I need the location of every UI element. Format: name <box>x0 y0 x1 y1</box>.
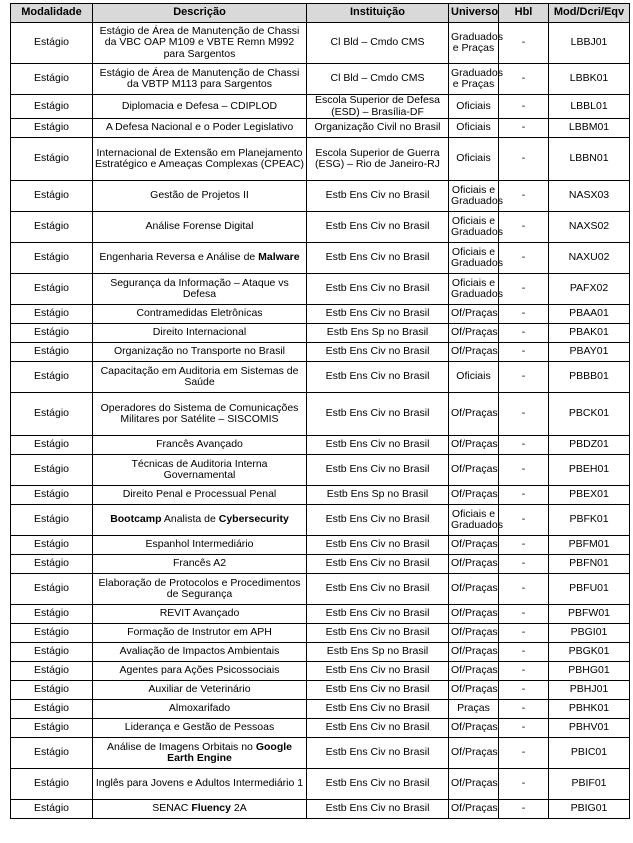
cell-hbl: - <box>499 536 549 555</box>
cell-universo: Of/Praças <box>449 436 499 455</box>
cell-modalidade: Estágio <box>11 800 93 819</box>
cell-descricao: Liderança e Gestão de Pessoas <box>93 719 307 738</box>
table-row <box>11 64 630 95</box>
desc-text: Analista de <box>161 513 219 526</box>
cell-instituicao: Estb Ens Civ no Brasil <box>307 555 449 574</box>
cell-instituicao: Estb Ens Civ no Brasil <box>307 700 449 719</box>
cell-modalidade: Estágio <box>11 624 93 643</box>
cell-universo: Of/Praças <box>449 605 499 624</box>
table-row <box>11 393 630 436</box>
cell-instituicao: Escola Superior de Guerra (ESG) – Rio de Janeiro-RJ <box>307 138 449 181</box>
cell-codigo: PBFN01 <box>549 555 630 574</box>
cell-universo: Oficiais <box>449 119 499 138</box>
cell-instituicao: Estb Ens Civ no Brasil <box>307 305 449 324</box>
cell-codigo: PBAY01 <box>549 343 630 362</box>
cell-modalidade: Estágio <box>11 574 93 605</box>
cell-instituicao: Estb Ens Civ no Brasil <box>307 436 449 455</box>
cell-universo: Oficiais <box>449 95 499 119</box>
cell-codigo: PBIG01 <box>549 800 630 819</box>
cell-modalidade: Estágio <box>11 536 93 555</box>
cell-hbl: - <box>499 138 549 181</box>
cell-hbl: - <box>499 343 549 362</box>
courses-table <box>10 3 630 819</box>
cell-instituicao: Estb Ens Civ no Brasil <box>307 343 449 362</box>
table-row <box>11 505 630 536</box>
cell-universo: Of/Praças <box>449 536 499 555</box>
table-row <box>11 119 630 138</box>
cell-universo: Of/Praças <box>449 324 499 343</box>
cell-codigo: PBEX01 <box>549 486 630 505</box>
cell-descricao: Avaliação de Impactos Ambientais <box>93 643 307 662</box>
table-row <box>11 362 630 393</box>
cell-modalidade: Estágio <box>11 64 93 95</box>
cell-descricao: Direito Penal e Processual Penal <box>93 486 307 505</box>
cell-universo: Oficiais e Graduados <box>449 212 499 243</box>
cell-hbl: - <box>499 605 549 624</box>
cell-instituicao: Cl Bld – Cmdo CMS <box>307 64 449 95</box>
table-row <box>11 455 630 486</box>
cell-descricao <box>93 243 307 274</box>
cell-codigo: PBGK01 <box>549 643 630 662</box>
table-row <box>11 681 630 700</box>
cell-codigo: PBFK01 <box>549 505 630 536</box>
table-row <box>11 738 630 769</box>
cell-hbl: - <box>499 393 549 436</box>
cell-codigo: PBFU01 <box>549 574 630 605</box>
table-row <box>11 536 630 555</box>
cell-modalidade: Estágio <box>11 605 93 624</box>
cell-descricao: Análise Forense Digital <box>93 212 307 243</box>
cell-modalidade: Estágio <box>11 119 93 138</box>
cell-descricao: Segurança da Informação – Ataque vs Defesa <box>93 274 307 305</box>
header-row <box>11 4 630 23</box>
cell-modalidade: Estágio <box>11 486 93 505</box>
cell-universo: Oficiais e Graduados <box>449 181 499 212</box>
cell-universo: Of/Praças <box>449 738 499 769</box>
cell-instituicao: Escola Superior de Defesa (ESD) – Brasília-DF <box>307 95 449 119</box>
desc-emphasis: Bootcamp <box>110 513 162 526</box>
table-row <box>11 624 630 643</box>
table-row <box>11 800 630 819</box>
cell-hbl: - <box>499 436 549 455</box>
cell-descricao: Estágio de Área de Manutenção de Chassi da VBTP M113 para Sargentos <box>93 64 307 95</box>
cell-descricao: Francês Avançado <box>93 436 307 455</box>
cell-modalidade: Estágio <box>11 643 93 662</box>
cell-descricao <box>93 738 307 769</box>
cell-modalidade: Estágio <box>11 700 93 719</box>
cell-modalidade: Estágio <box>11 243 93 274</box>
table-row <box>11 436 630 455</box>
table-row <box>11 305 630 324</box>
cell-hbl: - <box>499 95 549 119</box>
table-row <box>11 95 630 119</box>
cell-instituicao: Estb Ens Civ no Brasil <box>307 393 449 436</box>
table-row <box>11 719 630 738</box>
cell-instituicao: Estb Ens Sp no Brasil <box>307 324 449 343</box>
cell-instituicao: Estb Ens Sp no Brasil <box>307 486 449 505</box>
cell-hbl: - <box>499 505 549 536</box>
cell-hbl: - <box>499 574 549 605</box>
cell-descricao: Técnicas de Auditoria Interna Governamental <box>93 455 307 486</box>
cell-descricao: Gestão de Projetos II <box>93 181 307 212</box>
cell-modalidade: Estágio <box>11 455 93 486</box>
cell-universo: Oficiais <box>449 138 499 181</box>
desc-text: Análise de Imagens Orbitais no <box>106 740 256 753</box>
cell-hbl: - <box>499 738 549 769</box>
cell-modalidade: Estágio <box>11 23 93 64</box>
desc-text: Engenharia Reversa e Análise de <box>99 251 259 264</box>
cell-instituicao: Estb Ens Civ no Brasil <box>307 719 449 738</box>
table-body <box>11 23 630 819</box>
cell-hbl: - <box>499 181 549 212</box>
table-row <box>11 212 630 243</box>
cell-instituicao: Estb Ens Civ no Brasil <box>307 605 449 624</box>
cell-codigo: PBHV01 <box>549 719 630 738</box>
cell-universo: Of/Praças <box>449 486 499 505</box>
cell-universo: Of/Praças <box>449 643 499 662</box>
cell-hbl: - <box>499 324 549 343</box>
cell-modalidade: Estágio <box>11 274 93 305</box>
cell-codigo: PBGI01 <box>549 624 630 643</box>
cell-hbl: - <box>499 362 549 393</box>
cell-modalidade: Estágio <box>11 305 93 324</box>
cell-descricao <box>93 800 307 819</box>
table-row <box>11 643 630 662</box>
cell-instituicao: Estb Ens Civ no Brasil <box>307 274 449 305</box>
cell-universo: Oficiais e Graduados <box>449 243 499 274</box>
cell-descricao: Contramedidas Eletrônicas <box>93 305 307 324</box>
cell-codigo: PBAK01 <box>549 324 630 343</box>
cell-descricao: Espanhol Intermediário <box>93 536 307 555</box>
header-instituicao: Instituição <box>307 4 449 23</box>
cell-codigo: PBIC01 <box>549 738 630 769</box>
cell-codigo: PBDZ01 <box>549 436 630 455</box>
cell-descricao: Auxiliar de Veterinário <box>93 681 307 700</box>
table-row <box>11 486 630 505</box>
cell-instituicao: Cl Bld – Cmdo CMS <box>307 23 449 64</box>
cell-universo: Oficiais <box>449 362 499 393</box>
cell-instituicao: Estb Ens Civ no Brasil <box>307 362 449 393</box>
cell-codigo: LBBK01 <box>549 64 630 95</box>
cell-codigo: PBHK01 <box>549 700 630 719</box>
cell-instituicao: Estb Ens Civ no Brasil <box>307 181 449 212</box>
cell-universo: Of/Praças <box>449 555 499 574</box>
cell-hbl: - <box>499 800 549 819</box>
cell-instituicao: Estb Ens Civ no Brasil <box>307 455 449 486</box>
cell-modalidade: Estágio <box>11 95 93 119</box>
cell-hbl: - <box>499 643 549 662</box>
desc-text: SENAC <box>152 802 192 815</box>
cell-codigo: PBHJ01 <box>549 681 630 700</box>
cell-modalidade: Estágio <box>11 343 93 362</box>
cell-instituicao: Organização Civil no Brasil <box>307 119 449 138</box>
desc-emphasis: Google Earth Engine <box>167 740 292 764</box>
cell-universo: Of/Praças <box>449 455 499 486</box>
cell-hbl: - <box>499 23 549 64</box>
desc-emphasis: Malware <box>258 251 300 264</box>
header-descricao: Descrição <box>93 4 307 23</box>
table-row <box>11 769 630 800</box>
cell-instituicao: Estb Ens Civ no Brasil <box>307 769 449 800</box>
cell-descricao: Agentes para Ações Psicossociais <box>93 662 307 681</box>
cell-instituicao: Estb Ens Civ no Brasil <box>307 243 449 274</box>
cell-descricao: Internacional de Extensão em Planejamento Estratégico e Ameaças Complexas (CPEAC) <box>93 138 307 181</box>
cell-hbl: - <box>499 769 549 800</box>
cell-descricao <box>93 505 307 536</box>
cell-codigo: PAFX02 <box>549 274 630 305</box>
cell-hbl: - <box>499 662 549 681</box>
cell-codigo: NAXU02 <box>549 243 630 274</box>
cell-hbl: - <box>499 681 549 700</box>
table-row <box>11 605 630 624</box>
cell-codigo: LBBL01 <box>549 95 630 119</box>
desc-emphasis: Fluency <box>191 802 231 815</box>
table-row <box>11 700 630 719</box>
header-modalidade: Modalidade <box>11 4 93 23</box>
cell-descricao: Francês A2 <box>93 555 307 574</box>
cell-codigo: LBBJ01 <box>549 23 630 64</box>
cell-codigo: PBFW01 <box>549 605 630 624</box>
cell-codigo: LBBN01 <box>549 138 630 181</box>
table-row <box>11 662 630 681</box>
cell-descricao: Direito Internacional <box>93 324 307 343</box>
cell-codigo: PBCK01 <box>549 393 630 436</box>
cell-descricao: Operadores do Sistema de Comunicações Militares por Satélite – SISCOMIS <box>93 393 307 436</box>
cell-hbl: - <box>499 624 549 643</box>
cell-modalidade: Estágio <box>11 436 93 455</box>
cell-codigo: PBHG01 <box>549 662 630 681</box>
cell-hbl: - <box>499 555 549 574</box>
cell-instituicao: Estb Ens Civ no Brasil <box>307 536 449 555</box>
cell-descricao: Inglês para Jovens e Adultos Intermediário 1 <box>93 769 307 800</box>
cell-universo: Graduados e Praças <box>449 64 499 95</box>
cell-modalidade: Estágio <box>11 505 93 536</box>
cell-instituicao: Estb Ens Civ no Brasil <box>307 662 449 681</box>
cell-hbl: - <box>499 719 549 738</box>
cell-modalidade: Estágio <box>11 362 93 393</box>
cell-codigo: NASX03 <box>549 181 630 212</box>
cell-hbl: - <box>499 305 549 324</box>
cell-descricao: Estágio de Área de Manutenção de Chassi da VBC OAP M109 e VBTE Remn M992 para Sargentos <box>93 23 307 64</box>
cell-descricao: Organização no Transporte no Brasil <box>93 343 307 362</box>
cell-universo: Of/Praças <box>449 343 499 362</box>
cell-universo: Of/Praças <box>449 719 499 738</box>
cell-hbl: - <box>499 455 549 486</box>
cell-instituicao: Estb Ens Civ no Brasil <box>307 624 449 643</box>
cell-universo: Praças <box>449 700 499 719</box>
cell-descricao: Capacitação em Auditoria em Sistemas de Saúde <box>93 362 307 393</box>
cell-codigo: LBBM01 <box>549 119 630 138</box>
cell-hbl: - <box>499 486 549 505</box>
desc-text: 2A <box>231 802 247 815</box>
cell-hbl: - <box>499 64 549 95</box>
cell-hbl: - <box>499 119 549 138</box>
cell-universo: Of/Praças <box>449 681 499 700</box>
table-row <box>11 138 630 181</box>
cell-hbl: - <box>499 243 549 274</box>
cell-universo: Of/Praças <box>449 393 499 436</box>
cell-instituicao: Estb Ens Civ no Brasil <box>307 681 449 700</box>
cell-instituicao: Estb Ens Civ no Brasil <box>307 505 449 536</box>
cell-universo: Of/Praças <box>449 800 499 819</box>
cell-modalidade: Estágio <box>11 138 93 181</box>
cell-modalidade: Estágio <box>11 181 93 212</box>
header-universo: Universo <box>449 4 499 23</box>
cell-instituicao: Estb Ens Civ no Brasil <box>307 738 449 769</box>
cell-codigo: PBFM01 <box>549 536 630 555</box>
cell-modalidade: Estágio <box>11 555 93 574</box>
cell-modalidade: Estágio <box>11 212 93 243</box>
cell-codigo: PBIF01 <box>549 769 630 800</box>
header-codigo: Mod/Dcri/Eqv <box>549 4 630 23</box>
cell-hbl: - <box>499 274 549 305</box>
cell-descricao: Formação de Instrutor em APH <box>93 624 307 643</box>
header-hbl: Hbl <box>499 4 549 23</box>
cell-descricao: Diplomacia e Defesa – CDIPLOD <box>93 95 307 119</box>
cell-codigo: PBBB01 <box>549 362 630 393</box>
cell-universo: Oficiais e Graduados <box>449 505 499 536</box>
table-row <box>11 324 630 343</box>
table-row <box>11 243 630 274</box>
table-row <box>11 343 630 362</box>
cell-descricao: Elaboração de Protocolos e Procedimentos de Segurança <box>93 574 307 605</box>
cell-descricao: REVIT Avançado <box>93 605 307 624</box>
cell-universo: Of/Praças <box>449 662 499 681</box>
cell-codigo: PBEH01 <box>549 455 630 486</box>
table-row <box>11 274 630 305</box>
cell-modalidade: Estágio <box>11 393 93 436</box>
table-row <box>11 555 630 574</box>
cell-instituicao: Estb Ens Sp no Brasil <box>307 643 449 662</box>
cell-modalidade: Estágio <box>11 681 93 700</box>
cell-descricao: A Defesa Nacional e o Poder Legislativo <box>93 119 307 138</box>
table-row <box>11 574 630 605</box>
cell-universo: Of/Praças <box>449 305 499 324</box>
cell-modalidade: Estágio <box>11 738 93 769</box>
cell-instituicao: Estb Ens Civ no Brasil <box>307 212 449 243</box>
cell-codigo: NAXS02 <box>549 212 630 243</box>
cell-instituicao: Estb Ens Civ no Brasil <box>307 574 449 605</box>
cell-modalidade: Estágio <box>11 324 93 343</box>
cell-hbl: - <box>499 212 549 243</box>
cell-instituicao: Estb Ens Civ no Brasil <box>307 800 449 819</box>
table-row <box>11 181 630 212</box>
cell-modalidade: Estágio <box>11 662 93 681</box>
cell-hbl: - <box>499 700 549 719</box>
cell-universo: Of/Praças <box>449 574 499 605</box>
cell-codigo: PBAA01 <box>549 305 630 324</box>
cell-universo: Oficiais e Graduados <box>449 274 499 305</box>
desc-emphasis: Cybersecurity <box>218 513 289 526</box>
cell-universo: Of/Praças <box>449 769 499 800</box>
cell-descricao: Almoxarifado <box>93 700 307 719</box>
cell-modalidade: Estágio <box>11 719 93 738</box>
cell-modalidade: Estágio <box>11 769 93 800</box>
cell-universo: Of/Praças <box>449 624 499 643</box>
table-row <box>11 23 630 64</box>
cell-universo: Graduados e Praças <box>449 23 499 64</box>
